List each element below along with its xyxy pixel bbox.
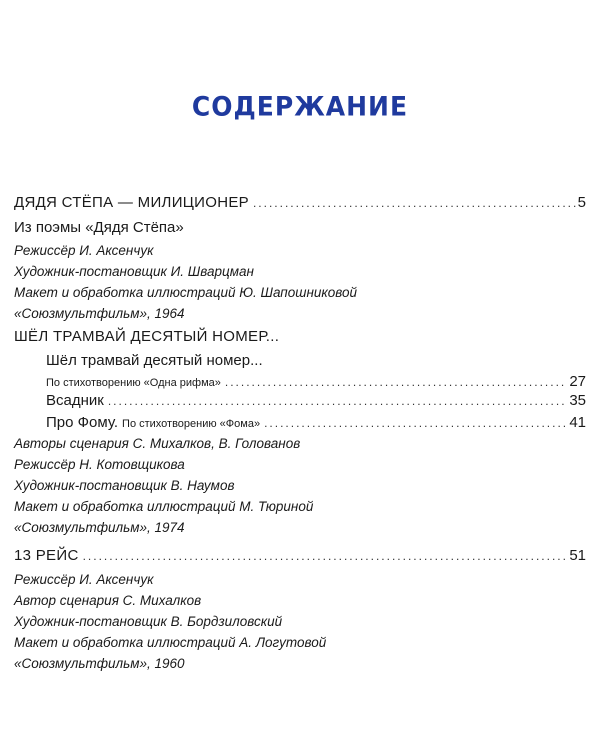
item-title: Всадник bbox=[46, 392, 104, 409]
section-title: ДЯДЯ СТЁПА — МИЛИЦИОНЕР bbox=[14, 194, 249, 211]
credit-line: Макет и обработка иллюстраций М. Тюриной bbox=[14, 499, 314, 514]
section-title: 13 РЕЙС bbox=[14, 547, 79, 564]
credit-line: «Союзмультфильм», 1974 bbox=[14, 520, 185, 535]
credit-line: Режиссёр И. Аксенчук bbox=[14, 243, 154, 258]
item-note: По стихотворению «Одна рифма» bbox=[46, 377, 221, 389]
page-number: 27 bbox=[569, 373, 586, 390]
item-title: Про Фому. bbox=[46, 414, 119, 431]
credit-line: Макет и обработка иллюстраций А. Логутовой bbox=[14, 635, 327, 650]
page-number: 35 bbox=[569, 392, 586, 409]
credit-line: Художник-постановщик В. Наумов bbox=[14, 478, 235, 493]
item-note: По стихотворению «Фома» bbox=[122, 418, 261, 430]
credit-line: Макет и обработка иллюстраций Ю. Шапошниковой bbox=[14, 285, 358, 300]
dot-leader bbox=[225, 375, 567, 389]
credit-line: Авторы сценария С. Михалков, В. Голованов bbox=[14, 436, 301, 451]
toc-entry[interactable] bbox=[46, 392, 586, 409]
dot-leader bbox=[253, 196, 576, 210]
credit-line: Режиссёр Н. Котовщикова bbox=[14, 457, 185, 472]
section-title: ШЁЛ ТРАМВАЙ ДЕСЯТЫЙ НОМЕР... bbox=[14, 328, 280, 345]
credit-line: Художник-постановщик В. Бордзиловский bbox=[14, 614, 283, 629]
page-title: СОДЕРЖАНИЕ bbox=[191, 91, 409, 122]
section-subtitle: Из поэмы «Дядя Стёпа» bbox=[14, 219, 184, 236]
credit-line: Автор сценария С. Михалков bbox=[14, 593, 202, 608]
toc-entry[interactable] bbox=[46, 373, 586, 390]
dot-leader bbox=[264, 416, 567, 430]
page-number: 51 bbox=[569, 547, 586, 564]
page-number: 5 bbox=[577, 194, 586, 211]
credit-line: Режиссёр И. Аксенчук bbox=[14, 572, 154, 587]
toc-entry[interactable] bbox=[46, 414, 586, 431]
credit-line: Художник-постановщик И. Шварцман bbox=[14, 264, 254, 279]
dot-leader bbox=[83, 549, 568, 563]
credit-line: «Союзмультфильм», 1960 bbox=[14, 656, 185, 671]
credit-line: «Союзмультфильм», 1964 bbox=[14, 306, 185, 321]
toc-entry[interactable] bbox=[14, 547, 586, 564]
page-number: 41 bbox=[569, 414, 586, 431]
dot-leader bbox=[108, 394, 567, 408]
item-title[interactable]: Шёл трамвай десятый номер... bbox=[46, 352, 263, 369]
toc-entry[interactable] bbox=[14, 194, 586, 211]
